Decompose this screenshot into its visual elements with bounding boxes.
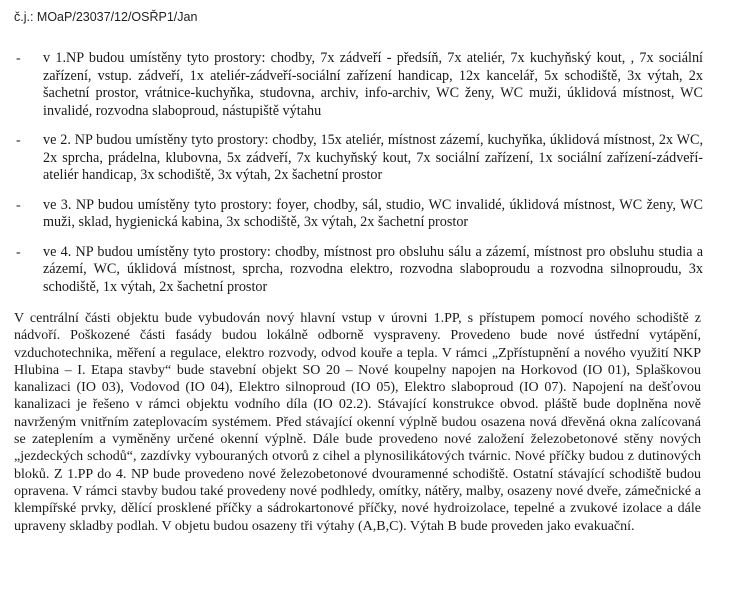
list-item-3np [0, 197, 730, 232]
body-paragraph: V centrální části objektu bude vybudován nový hlavní vstup v úrovni 1.PP, s přístupem pomocí nového schodiště z nádvoří. Poškozené části fasády budou lokálně odborně vyspraveny. Provedeno bude nové ústřední vytápění, vzduchotechnika, měření a regulace, elektro rozvody, odvod kouře a tepla. V rámci „Zpřístupnění a nového využití NKP Hlubina – I. Etapa stavby“ bude stavební objekt SO 20 – Nové koupelny napojen na Horkovod (IO 01), Splaškovou kanalizaci (IO 03), Vodovod (IO 04), Elektro silnoproud (IO 05), Elektro slaboproud (IO 07). Napojení na dešťovou kanalizaci je řešeno v rámci objektu vodního díla (IO 02.2). Stávající konstrukce obvod. pláště bude doplněna nově navrženým vnitřním zateplovacím systémem. Před stávající okenní výplně budou osazena nová dřevěná okna zalícovaná se zateplením a vyměněny určené okenní výplně. Dále bude provedeno nové založení železobetonové stěny nových „jezdeckých schodů“, zazdívky vybouraných otvorů z cihel a plynosilikátových tvárnic. Nové příčky budou z dutinových bloků. Z 1.PP do 4. NP bude provedeno nové železobetonové dvouramenné schodiště. Ostatní stávající schodiště budou opravena. V rámci stavby budou také provedeny nové podhledy, omítky, nátěry, malby, osazeny nové dveře, zámečnické a klempířské prvky, dělící prosklené příčky a sádrokartonové příčky, nové hydroizolace, tepelné a zvukové izolace a dále upraveny skladby podlah. V objetu budou osazeny tři výtahy (A,B,C). Výtah B bude proveden jako evakuační. [14, 311, 701, 534]
list-marker: - [16, 197, 21, 213]
list-marker: - [16, 133, 21, 148]
list-item-text: ve 2. NP budou umístěny tyto prostory: chodby, 15x ateliér, místnost zázemí, kuchyňka, úklidová místnost, 2x WC, 2x sprcha, prádelna, klubovna, 5x zádveří, 7x kuchyňský kout, 7x sociální zařízení, 1x sociální zařízení-zádveří-ateliér handicap, 3x schodiště, 3x výtah, 2x šachetní prostor [43, 132, 703, 183]
list-item-text: v 1.NP budou umístěny tyto prostory: chodby, 7x zádveří - předsíň, 7x ateliér, 7x kuchyňský kout, , 7x sociální zařízení, vstup. zádveří, 1x ateliér-zádveří-sociální zařízení handicap, 12x kancelář, 5x schodiště, 3x výtah, 2x šachetní prostor, vrátnice-kuchyňka, studovna, archiv, info-archiv, WC ženy, WC muži, úklidová místnost, WC invalidé, rozvodna slaboproud, nástupiště výtahu [43, 50, 703, 119]
list-marker: - [16, 244, 21, 260]
list-item-4np [0, 244, 730, 297]
list-marker: - [16, 51, 21, 66]
document-reference: č.j.: MOaP/23037/12/OSŘP1/Jan [14, 10, 198, 24]
list-item-text: ve 4. NP budou umístěny tyto prostory: chodby, místnost pro obsluhu sálu a zázemí, místnost pro obsluhu studia a zázemí, WC, úklidová místnost, sprcha, rozvodna elektro, rozvodna slaboproudu a rozvodna silnoproudu, 3x schodiště, 1x výtah, 2x šachetní prostor [43, 243, 703, 295]
list-item-2np [0, 132, 730, 185]
floor-list [0, 50, 730, 308]
list-item-text: ve 3. NP budou umístěny tyto prostory: foyer, chodby, sál, studio, WC invalidé, úklidová místnost, WC ženy, WC muži, sklad, hygienická kabina, 3x schodiště, 3x výtah, 2x šachetní prostor [43, 196, 703, 230]
list-item-1np [0, 50, 730, 120]
